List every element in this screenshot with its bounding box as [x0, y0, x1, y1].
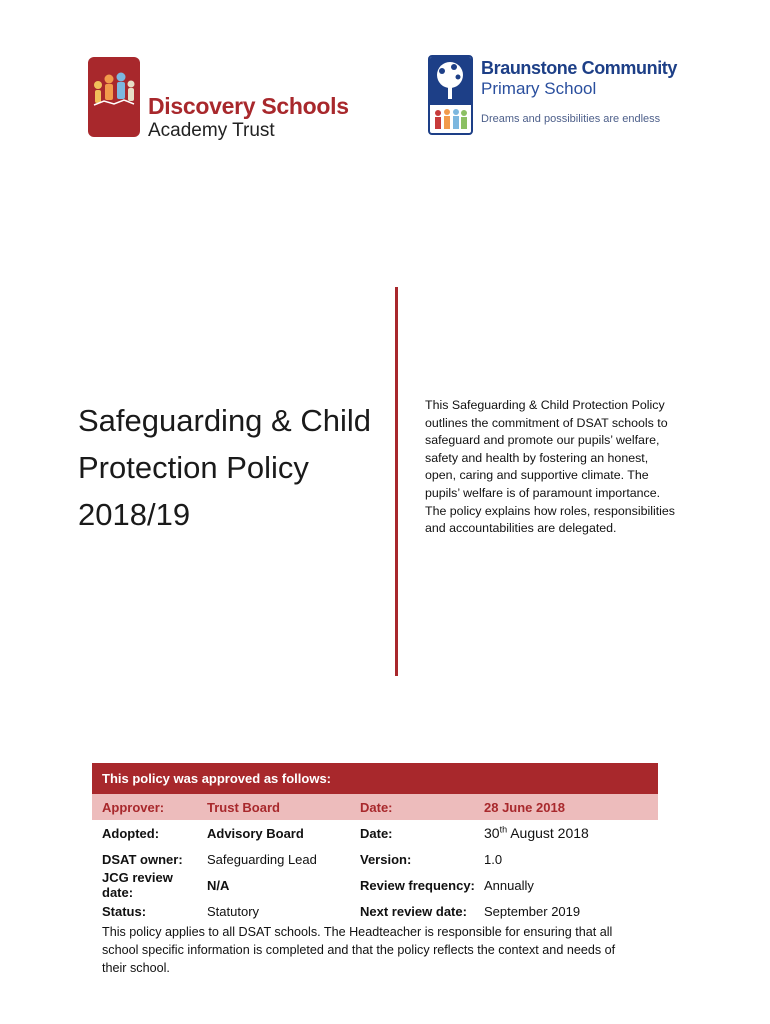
bcps-logo: [428, 55, 678, 137]
owner-label: DSAT owner:: [102, 851, 183, 867]
table-row: [92, 846, 658, 872]
approver-label: Approver:: [102, 799, 165, 815]
vertical-divider: [395, 287, 398, 676]
children-figures-icon: [88, 57, 140, 137]
approval-date-value: 28 June 2018: [484, 799, 565, 815]
dsat-name-line2: Academy Trust: [148, 120, 275, 141]
review-frequency-value: Annually: [484, 877, 534, 893]
version-label: Version:: [360, 851, 412, 867]
bcps-emblem: [428, 55, 473, 135]
adopted-day-suffix: th: [499, 824, 508, 835]
adopted-date-label: Date:: [360, 825, 393, 841]
next-review-label: Next review date:: [360, 903, 467, 919]
dsat-logo: [88, 57, 348, 139]
bcps-name-line1: Braunstone Community: [481, 58, 678, 78]
adopted-month-year: August 2018: [507, 825, 589, 841]
jcg-review-label: JCG review date:: [102, 870, 173, 900]
adopted-date-value: [484, 825, 658, 841]
adopted-day: 30: [484, 825, 500, 841]
owner-value: Safeguarding Lead: [207, 851, 317, 867]
bcps-tagline: Dreams and possibilities are endless: [481, 113, 661, 125]
approval-table: [92, 763, 658, 924]
adopted-label: Adopted:: [102, 825, 160, 841]
jcg-review-value: N/A: [207, 877, 230, 893]
status-label: Status:: [102, 903, 147, 919]
tree-icon: [430, 57, 471, 133]
approval-heading: This policy was approved as follows:: [92, 763, 658, 794]
table-row: [92, 794, 658, 820]
dsat-emblem: [88, 57, 140, 137]
approver-value: Trust Board: [207, 799, 280, 815]
review-frequency-label: Review frequency:: [360, 877, 475, 893]
dsat-name-line1: Discovery Schools: [148, 93, 349, 119]
bcps-name-line2: Primary School: [481, 79, 597, 98]
table-row: [92, 820, 658, 846]
policy-note: This policy applies to all DSAT schools. The Headteacher is responsible for ensuring that all school specific information is completed and that the policy reflects the context and needs of their school.: [102, 925, 616, 975]
version-value: 1.0: [484, 851, 503, 867]
adopted-value: Advisory Board: [207, 825, 304, 841]
table-row: [92, 872, 658, 898]
status-value: Statutory: [207, 903, 260, 919]
table-row: [92, 898, 658, 924]
policy-summary: This Safeguarding & Child Protection Policy outlines the commitment of DSAT schools to safeguard and promote our pupils’ welfare, safety and health by fostering an honest, open, caring and supportive climate. The pupils’ welfare is of paramount importance. The policy explains how roles, responsibilities and accountabilities are delegated.: [425, 398, 675, 536]
document-title: Safeguarding & Child Protection Policy 2018/19: [78, 403, 371, 532]
approval-date-label: Date:: [360, 799, 393, 815]
next-review-value: September 2019: [484, 903, 581, 919]
